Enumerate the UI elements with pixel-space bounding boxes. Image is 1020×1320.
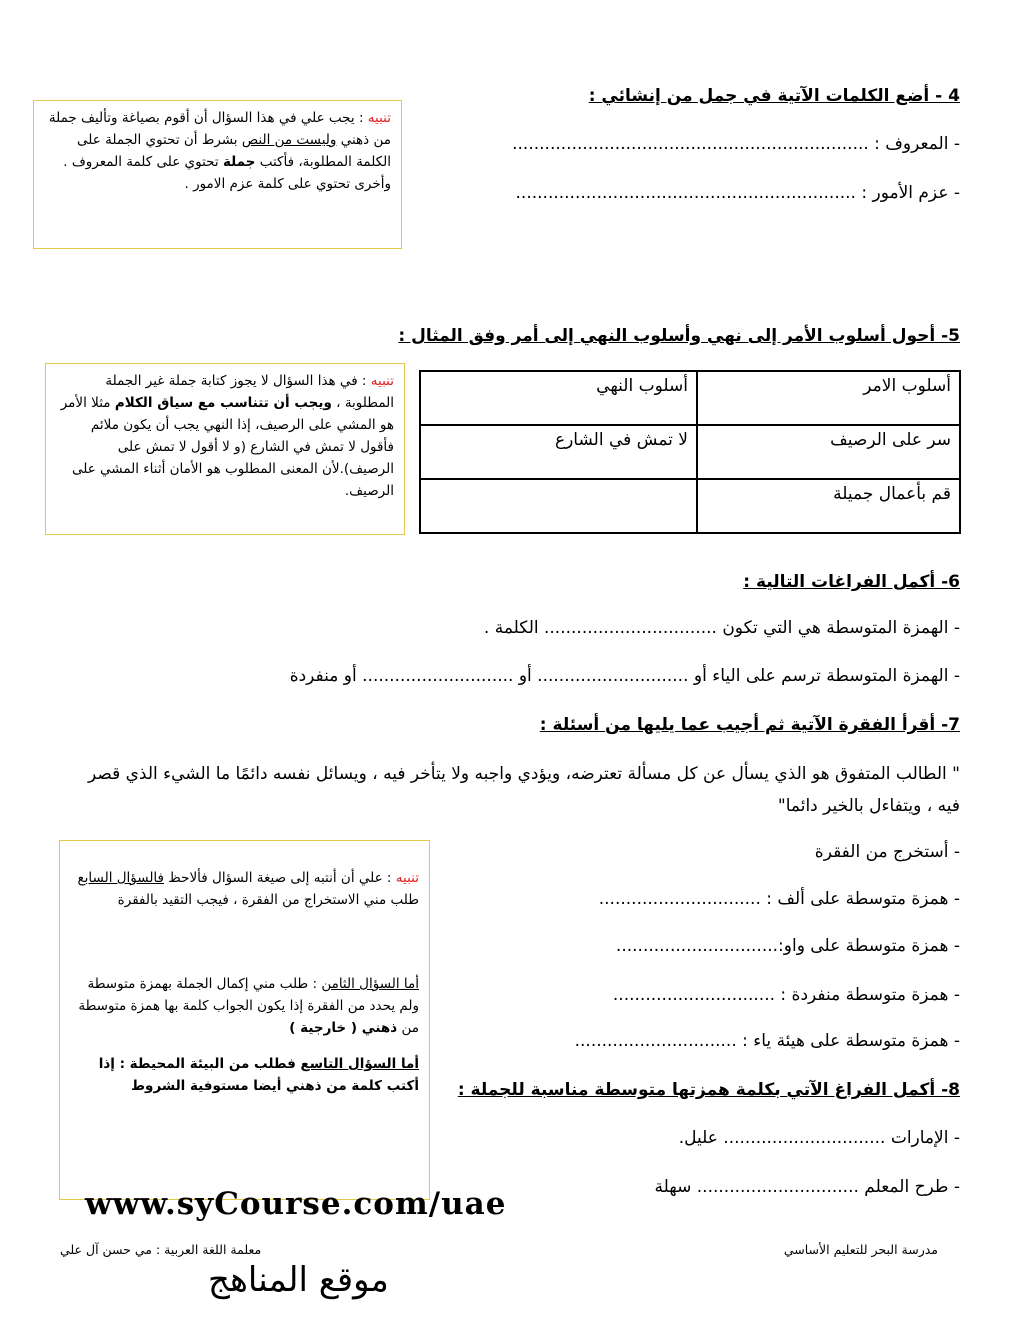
table-cell: سر على الرصيف <box>697 425 960 479</box>
note-label: تنبيه <box>367 110 391 126</box>
table-cell: قم بأعمال جميلة <box>697 479 960 533</box>
q5-table <box>419 370 961 534</box>
q6-item-1[interactable]: - الهمزة المتوسطة هي التي تكون ................................ الكلمة . <box>483 618 960 638</box>
q7-note <box>59 840 430 1200</box>
note-label: تنبيه <box>370 373 394 389</box>
note-para-2: أما السؤال الثامن : طلب مني إكمال الجملة بهمزة متوسطة ولم يحدد من الفقرة إذا يكون الجواب كلمة بها همزة متوسطة من ذهني ( خارجية ) <box>78 976 419 1036</box>
q6-title: 6- أكمل الفراغات التالية : <box>743 572 960 592</box>
table-row <box>420 371 960 425</box>
note-label: تنبيه <box>395 870 419 886</box>
q4-title: 4 - أضع الكلمات الآتية في جمل من إنشائي : <box>588 86 960 106</box>
q8-item-1[interactable]: - الإمارات .............................. عليل. <box>678 1128 960 1148</box>
q7-item-4[interactable]: - همزة متوسطة على هيئة ياء : .............................. <box>574 1031 960 1051</box>
q7-item-3[interactable]: - همزة متوسطة منفردة : .............................. <box>612 985 960 1005</box>
table-header-cell: أسلوب النهي <box>420 371 697 425</box>
q5-title: 5- أحول أسلوب الأمر إلى نهي وأسلوب النهي إلى أمر وفق المثال : <box>398 326 960 346</box>
school-name: مدرسة البحر للتعليم الأساسي <box>783 1242 938 1257</box>
table-row <box>420 479 960 533</box>
q7-extract: - أستخرج من الفقرة <box>814 842 960 862</box>
q8-title: 8- أكمل الفراغ الآتي بكلمة همزتها متوسطة مناسبة للجملة : <box>457 1080 960 1100</box>
website-link[interactable]: www.syCourse.com/uae <box>85 1186 507 1222</box>
q6-item-2[interactable]: - الهمزة المتوسطة ترسم على الياء أو ............................ أو ............................ أو منفردة <box>289 666 960 686</box>
table-row <box>420 425 960 479</box>
site-logo: موقع المناهج <box>208 1260 389 1300</box>
q7-item-1[interactable]: - همزة متوسطة على ألف : .............................. <box>598 889 960 909</box>
q7-title: 7- أقرأ الفقرة الآتية ثم أجيب عما يليها من أسئلة : <box>539 715 960 735</box>
table-header-cell: أسلوب الامر <box>697 371 960 425</box>
q4-item-2[interactable]: - عزم الأمور : ............................................................... <box>515 183 960 203</box>
teacher-name: معلمة اللغة العربية : مي حسن آل علي <box>60 1242 262 1257</box>
q7-paragraph: " الطالب المتفوق هو الذي يسأل عن كل مسألة تعترضه، ويؤدي واجبه ولا يتأخر فيه ، ويسائل نفسه دائمًا ما الشيء الذي قصر فيه ، ويتفاءل بالخير دائما" <box>87 764 960 816</box>
q8-item-2[interactable]: - طرح المعلم .............................. سهلة <box>654 1177 960 1197</box>
note-para-3: أما السؤال التاسع فطلب من البيئة المحيطة : إذا أكتب كلمة من ذهني أيضا مستوفية الشروط <box>98 1056 419 1094</box>
q7-item-2[interactable]: - همزة متوسطة على واو:.............................. <box>615 936 960 956</box>
q4-item-1[interactable]: - المعروف : .................................................................. <box>512 134 960 154</box>
table-cell: لا تمش في الشارع <box>420 425 697 479</box>
q5-note: تنبيه : في هذا السؤال لا يجوز كتابة جملة غير الجملة المطلوبة ، ويجب أن تتناسب مع سياق الكلام مثلا الأمر هو المشي على الرصيف، إذا النهي يجب أن يكون ملائم فأقول لا تمش في الشارع (و لا أقول لا تمش على الرصيف).لأن المعنى المطلوب هو الأمان أثناء المشي على الرصيف. <box>45 363 405 535</box>
note-para-1: تنبيه : علي أن أنتبه إلى صيغة السؤال فألاحظ فالسؤال السابع طلب مني الاستخراج من الفقرة ، فيجب التقيد بالفقرة <box>77 870 419 908</box>
table-answer-cell[interactable] <box>420 479 697 533</box>
q4-note: تنبيه : يجب علي في هذا السؤال أن أقوم بصياغة وتأليف جملة من ذهني وليست من النص بشرط أن تحتوي الجملة على الكلمة المطلوبة، فأكتب جملة تحتوي على كلمة المعروف . وأخرى تحتوي على كلمة عزم الامور . <box>33 100 402 249</box>
